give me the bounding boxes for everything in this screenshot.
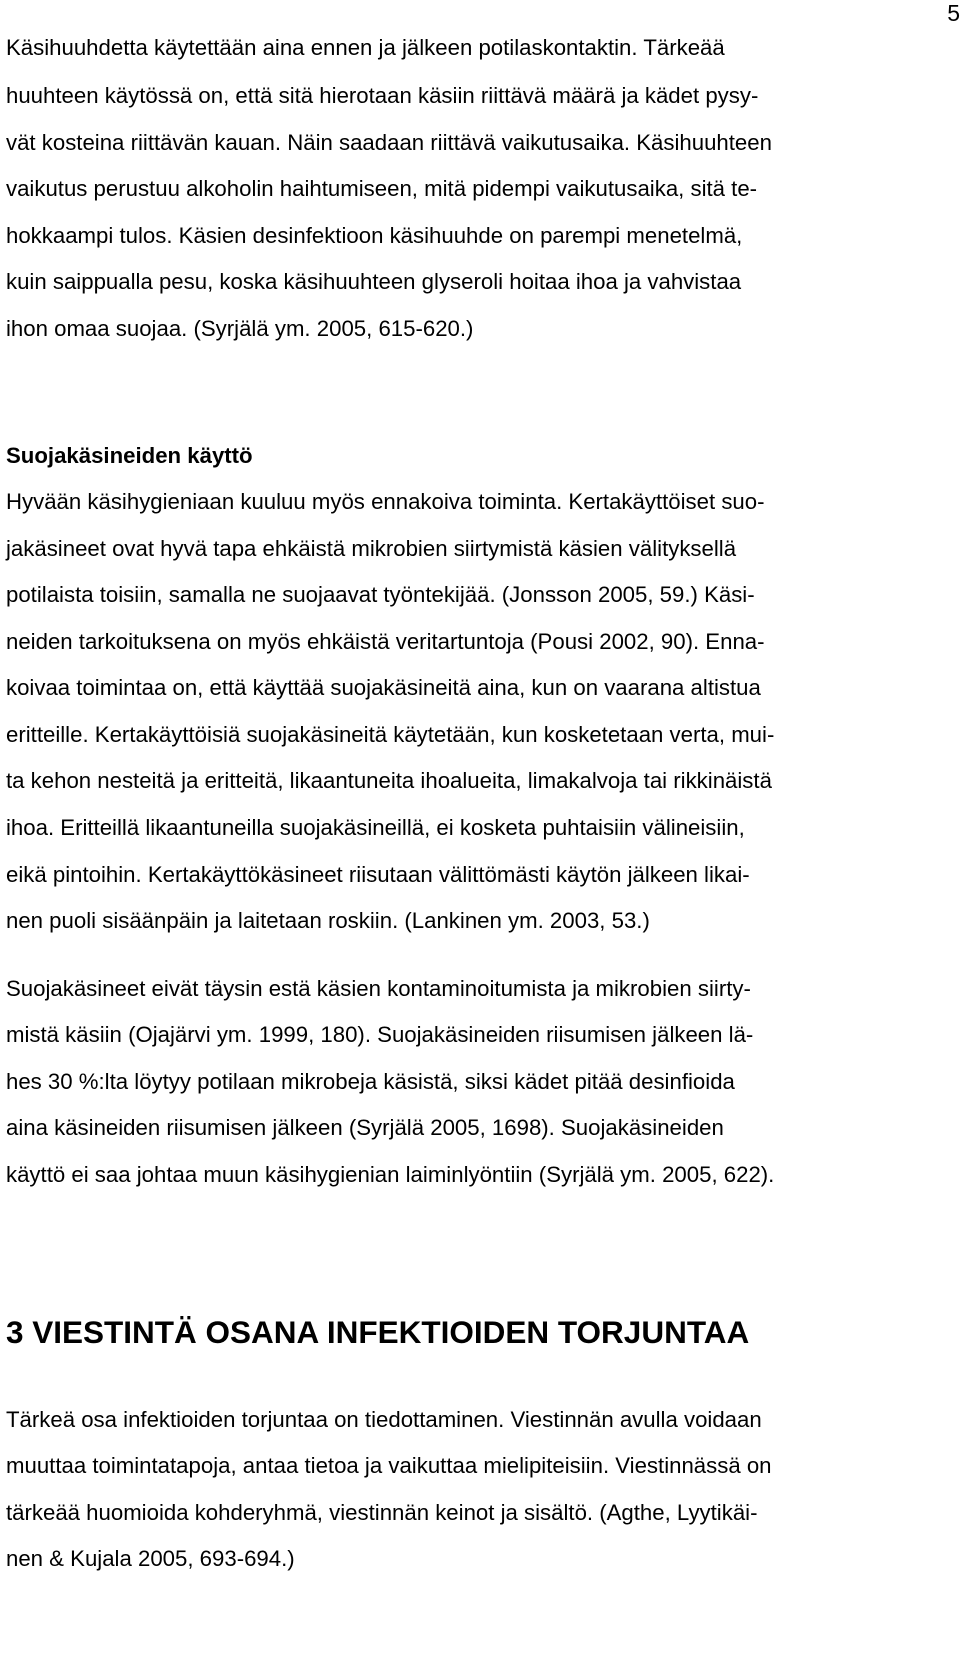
text-line: neiden tarkoituksena on myös ehkäistä veritartuntoja (Pousi 2002, 90). Enna- <box>6 629 765 654</box>
text-line: ihoa. Eritteillä likaantuneilla suojakäsineillä, ei kosketa puhtaisiin välineisiin, <box>6 815 745 840</box>
text-line: hokkaampi tulos. Käsien desinfektioon käsihuuhde on parempi menetelmä, <box>6 223 743 248</box>
text-line: koivaa toimintaa on, että käyttää suojakäsineitä aina, kun on vaarana altistua <box>6 675 761 700</box>
text-line: Tärkeä osa infektioiden torjuntaa on tiedottaminen. Viestinnän avulla voidaan <box>6 1407 762 1432</box>
text-line: jakäsineet ovat hyvä tapa ehkäistä mikrobien siirtymistä käsien välityksellä <box>6 536 737 561</box>
section-subheading: Suojakäsineiden käyttö <box>6 443 253 468</box>
text-line: huuhteen käytössä on, että sitä hierotaan käsiin riittävä määrä ja kädet pysy- <box>6 83 759 108</box>
text-line: vaikutus perustuu alkoholin haihtumiseen, mitä pidempi vaikutusaika, sitä te- <box>6 176 758 201</box>
text-line: Käsihuuhdetta käytettään aina ennen ja jälkeen potilaskontaktin. Tärkeää <box>6 35 725 60</box>
text-line: nen & Kujala 2005, 693-694.) <box>6 1546 295 1571</box>
text-line: Hyvään käsihygieniaan kuuluu myös ennakoiva toiminta. Kertakäyttöiset suo- <box>6 489 765 514</box>
text-line: kuin saippualla pesu, koska käsihuuhteen glyseroli hoitaa ihoa ja vahvistaa <box>6 269 742 294</box>
text-line: mistä käsiin (Ojajärvi ym. 1999, 180). Suojakäsineiden riisumisen jälkeen lä- <box>6 1022 754 1047</box>
text-line: nen puoli sisäänpäin ja laitetaan roskiin. (Lankinen ym. 2003, 53.) <box>6 908 650 933</box>
text-line: vät kosteina riittävän kauan. Näin saadaan riittävä vaikutusaika. Käsihuuhteen <box>6 130 772 155</box>
text-line: hes 30 %:lta löytyy potilaan mikrobeja käsistä, siksi kädet pitää desinfioida <box>6 1069 735 1094</box>
text-line: eikä pintoihin. Kertakäyttökäsineet riisutaan välittömästi käytön jälkeen likai- <box>6 862 750 887</box>
chapter-heading: 3 VIESTINTÄ OSANA INFEKTIOIDEN TORJUNTAA <box>6 1314 750 1350</box>
text-line: ihon omaa suojaa. (Syrjälä ym. 2005, 615-620.) <box>6 316 474 341</box>
text-line: Suojakäsineet eivät täysin estä käsien kontaminoitumista ja mikrobien siirty- <box>6 976 751 1001</box>
text-line: eritteille. Kertakäyttöisiä suojakäsineitä käytetään, kun kosketetaan verta, mui- <box>6 722 775 747</box>
text-line: muuttaa toimintatapoja, antaa tietoa ja vaikuttaa mielipiteisiin. Viestinnässä on <box>6 1453 772 1478</box>
page-number: 5 <box>947 0 960 26</box>
text-line: ta kehon nesteitä ja eritteitä, likaantuneita ihoalueita, limakalvoja tai rikkinäistä <box>6 768 772 793</box>
text-line: aina käsineiden riisumisen jälkeen (Syrjälä 2005, 1698). Suojakäsineiden <box>6 1115 724 1140</box>
text-line: käyttö ei saa johtaa muun käsihygienian laiminlyöntiin (Syrjälä ym. 2005, 622). <box>6 1162 775 1187</box>
text-line: tärkeää huomioida kohderyhmä, viestinnän keinot ja sisältö. (Agthe, Lyytikäi- <box>6 1500 758 1525</box>
text-line: potilaista toisiin, samalla ne suojaavat työntekijää. (Jonsson 2005, 59.) Käsi- <box>6 582 755 607</box>
